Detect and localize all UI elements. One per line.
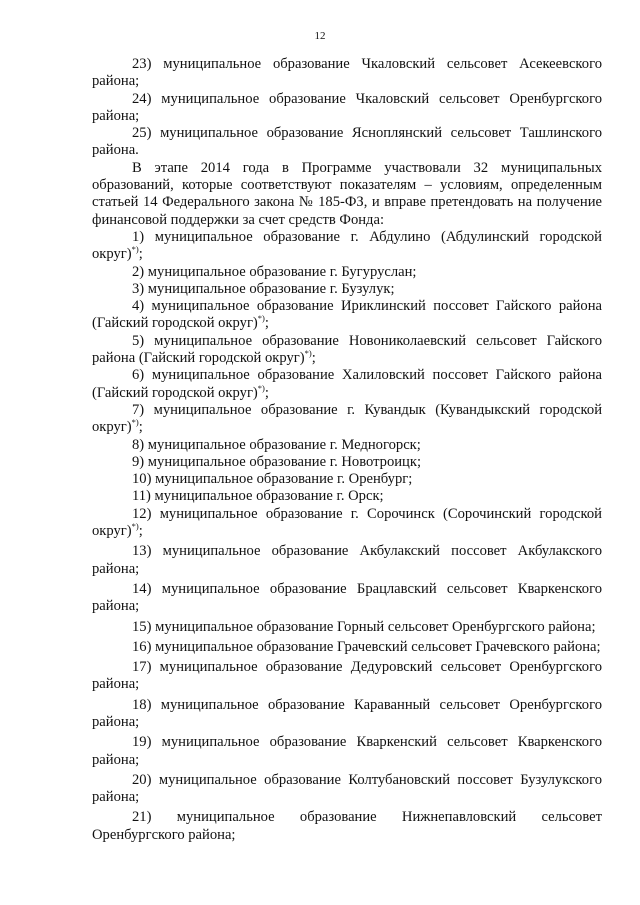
list-item: 24) муниципальное образование Чкаловский сельсовет Оренбургского района; <box>92 90 602 124</box>
list-item: 15) муниципальное образование Горный сельсовет Оренбургского района; <box>132 618 596 635</box>
list-item: 17) муниципальное образование Дедуровский сельсовет Оренбургского района; <box>92 659 602 693</box>
list-item: 16) муниципальное образование Грачевский сельсовет Грачевского района; <box>132 638 601 655</box>
list-item: 7) муниципальное образование г. Кувандык (Кувандыкский городской округ)*); <box>92 401 602 436</box>
list-item: 11) муниципальное образование г. Орск; <box>132 488 384 505</box>
list-item: 5) муниципальное образование Новониколаевский сельсовет Гайского района (Гайский городской округ)*); <box>92 332 602 367</box>
list-item: 2) муниципальное образование г. Бугуруслан; <box>132 263 417 280</box>
list-item: 13) муниципальное образование Акбулакский поссовет Акбулакского района; <box>92 543 602 577</box>
intro-paragraph: В этапе 2014 года в Программе участвовали 32 муниципальных образований, которые соответствуют показателям – условиям, определенным статьей 14 Федерального закона № 185-ФЗ, и вправе претендовать на получение финансовой поддержки за счет средств Фонда: <box>92 159 602 228</box>
footnote-mark: *) <box>257 382 265 393</box>
page-number: 12 <box>314 30 326 42</box>
list-item: 25) муниципальное образование Ясноплянский сельсовет Ташлинского района. <box>92 125 602 159</box>
list-item: 10) муниципальное образование г. Оренбург; <box>132 471 413 488</box>
list-item: 1) муниципальное образование г. Абдулино (Абдулинский городской округ)*); <box>92 228 602 263</box>
list-item: 6) муниципальное образование Халиловский поссовет Гайского района (Гайский городской округ)*); <box>92 367 602 401</box>
footnote-mark: *) <box>257 313 265 324</box>
list-item: 21) муниципальное образование Нижнепавловский сельсовет Оренбургского района; <box>92 809 602 843</box>
list-item: 12) муниципальное образование г. Сорочинск (Сорочинский городской округ)*); <box>92 505 602 540</box>
list-item: 18) муниципальное образование Караванный сельсовет Оренбургского района; <box>92 696 602 730</box>
footnote-mark: *) <box>304 348 312 359</box>
list-item: 14) муниципальное образование Брацлавский сельсовет Кваркенского района; <box>92 580 602 615</box>
document-body <box>92 56 602 844</box>
list-item: 8) муниципальное образование г. Медногорск; <box>132 436 421 453</box>
list-item: 20) муниципальное образование Колтубановский поссовет Бузулукского района; <box>92 771 602 806</box>
list-item: 9) муниципальное образование г. Новотроицк; <box>132 453 422 470</box>
footnote-mark: *) <box>131 244 139 255</box>
list-item: 23) муниципальное образование Чкаловский сельсовет Асекеевского района; <box>92 56 602 90</box>
list-item: 19) муниципальное образование Кваркенский сельсовет Кваркенского района; <box>92 734 602 768</box>
list-item: 3) муниципальное образование г. Бузулук; <box>132 280 395 297</box>
footnote-mark: *) <box>131 417 139 428</box>
footnote-mark: *) <box>131 521 139 532</box>
list-item: 4) муниципальное образование Ириклинский поссовет Гайского района (Гайский городской округ)*); <box>92 298 602 332</box>
